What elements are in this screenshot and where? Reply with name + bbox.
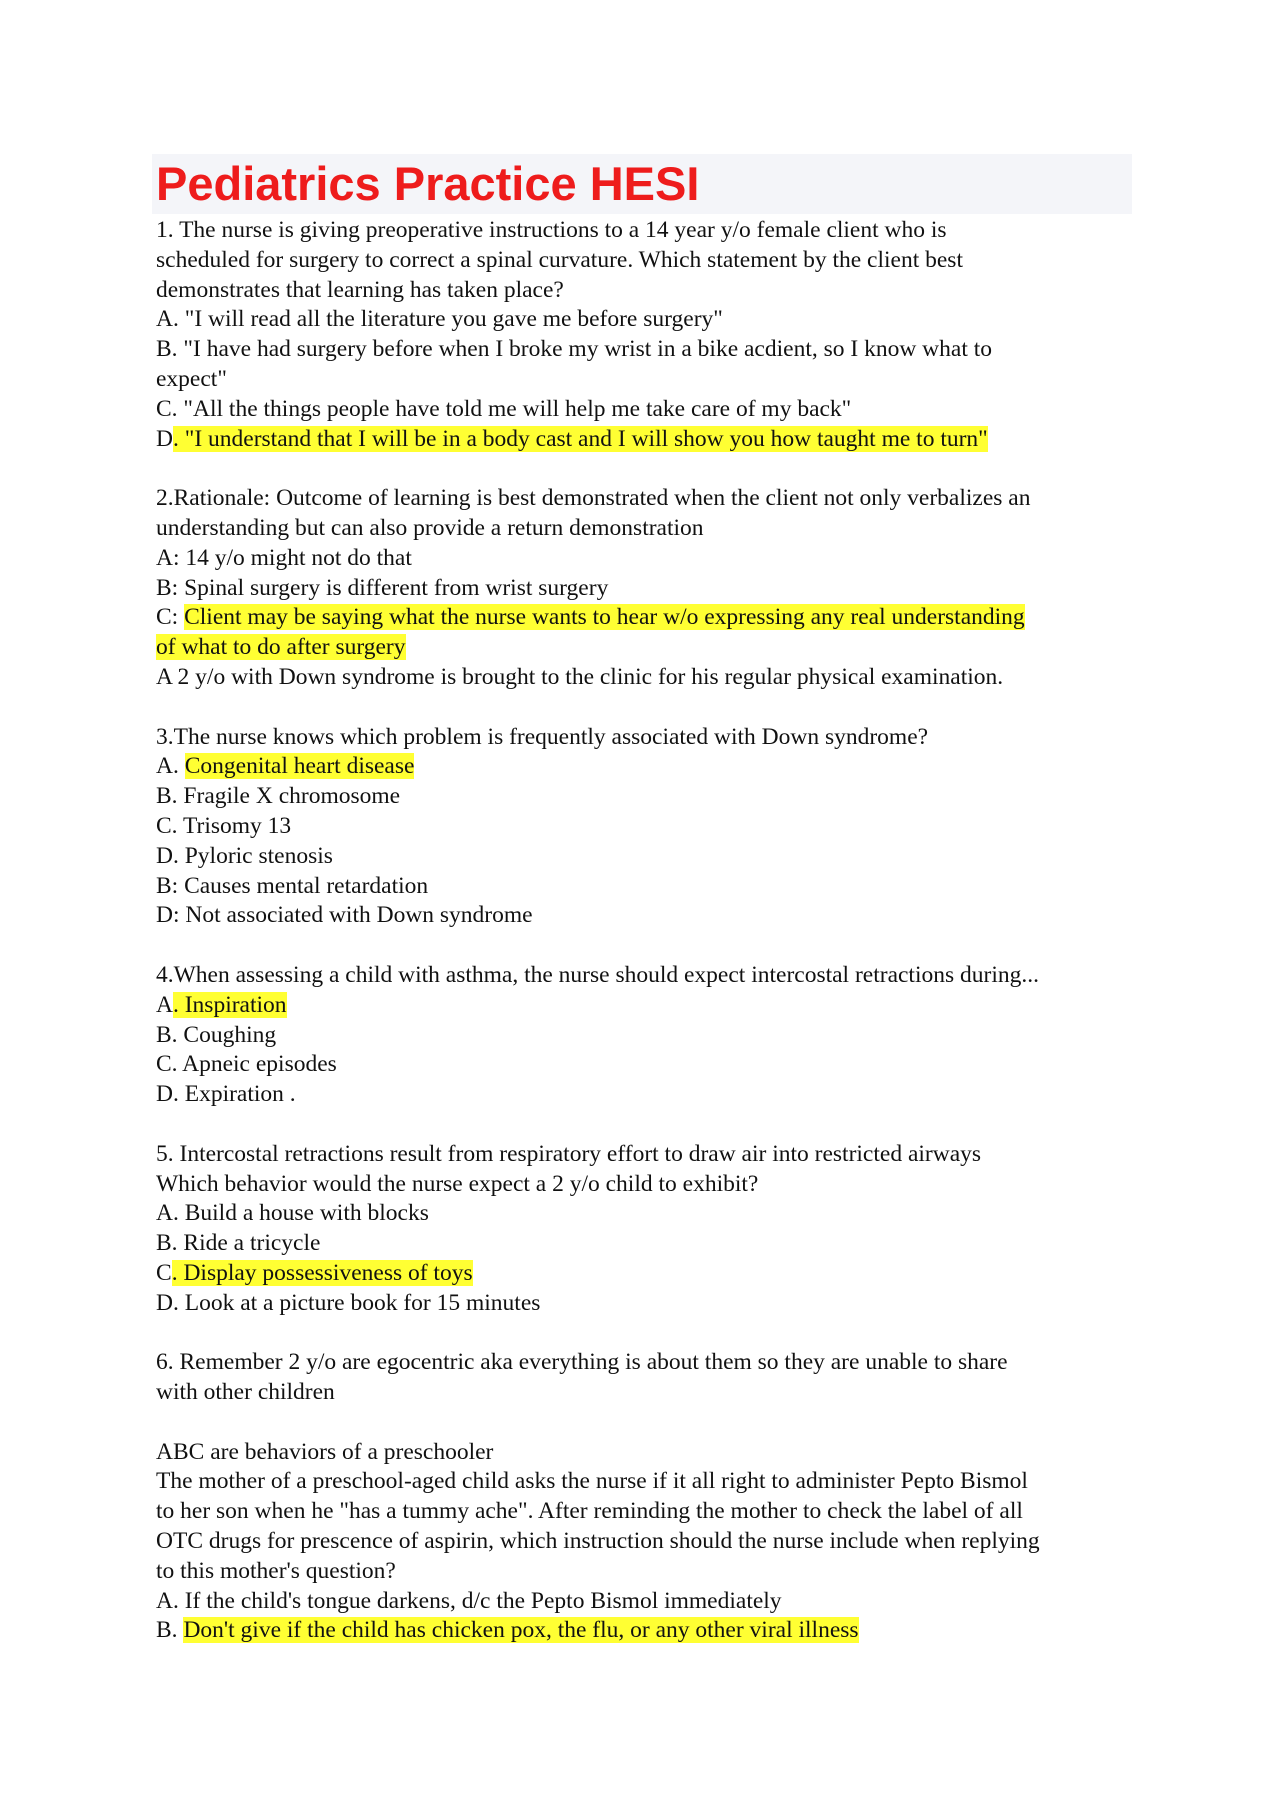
option-prefix: D bbox=[156, 425, 173, 452]
q1-option-a: A. "I will read all the literature you gave me before surgery" bbox=[156, 306, 723, 333]
highlighted-answer: . Inspiration bbox=[172, 991, 287, 1018]
spacer bbox=[156, 1318, 1146, 1348]
highlighted-answer: Don't give if the child has chicken pox, the flu, or any other viral illness bbox=[183, 1617, 859, 1644]
q4-option-d: D. Expiration . bbox=[156, 1081, 296, 1108]
q7-line: to this mother's question? bbox=[156, 1557, 396, 1584]
q3-rationale-b: B: Causes mental retardation bbox=[156, 872, 429, 899]
q5-line: 5. Intercostal retractions result from respiratory effort to draw air into restricted airways bbox=[156, 1140, 982, 1167]
q2-rationale-b: B: Spinal surgery is different from wrist surgery bbox=[156, 574, 609, 601]
highlighted-answer: Congenital heart disease bbox=[184, 753, 415, 780]
q2-line: understanding but can also provide a return demonstration bbox=[156, 514, 704, 541]
q5-option-b: B. Ride a tricycle bbox=[156, 1230, 321, 1257]
spacer bbox=[156, 931, 1146, 961]
highlighted-answer: . "I understand that I will be in a body cast and I will show you how taught me to turn" bbox=[172, 425, 988, 452]
q6-line: with other children bbox=[156, 1379, 335, 1406]
option-prefix: B. bbox=[156, 1617, 184, 1644]
q1-option-b: B. "I have had surgery before when I broke my wrist in a bike acdient, so I know what to bbox=[156, 336, 993, 363]
q1-line: demonstrates that learning has taken place? bbox=[156, 276, 564, 303]
q3-option-b: B. Fragile X chromosome bbox=[156, 783, 401, 810]
q1-option-b-cont: expect" bbox=[156, 365, 227, 392]
q1-option-d bbox=[156, 425, 1146, 455]
q7-line: ABC are behaviors of a preschooler bbox=[156, 1438, 494, 1465]
q5-option-d: D. Look at a picture book for 15 minutes bbox=[156, 1289, 541, 1316]
q4-option-a bbox=[156, 991, 1146, 1021]
q4-option-b: B. Coughing bbox=[156, 1021, 277, 1048]
option-prefix: C bbox=[156, 1259, 172, 1286]
q2-line: 2.Rationale: Outcome of learning is best demonstrated when the client not only verbalizes an bbox=[156, 485, 1031, 512]
q7-line: to her son when he "has a tummy ache". After reminding the mother to check the label of all bbox=[156, 1498, 1023, 1525]
spacer bbox=[156, 1408, 1146, 1438]
q1-option-c: C. "All the things people have told me will help me take care of my back" bbox=[156, 395, 852, 422]
spacer bbox=[156, 1110, 1146, 1140]
q6-line: 6. Remember 2 y/o are egocentric aka everything is about them so they are unable to share bbox=[156, 1349, 1008, 1376]
q7-option-a: A. If the child's tongue darkens, d/c the Pepto Bismol immediately bbox=[156, 1587, 782, 1614]
q2-rationale-c-cont bbox=[156, 633, 1146, 663]
highlighted-answer: Client may be saying what the nurse wants to hear w/o expressing any real understanding bbox=[184, 604, 1025, 631]
page-title: Pediatrics Practice HESI bbox=[156, 157, 700, 210]
q1-line: 1. The nurse is giving preoperative instructions to a 14 year y/o female client who is bbox=[156, 217, 947, 243]
q3-option-d: D. Pyloric stenosis bbox=[156, 842, 333, 869]
q3-option-c: C. Trisomy 13 bbox=[156, 812, 292, 839]
q4-option-c: C. Apneic episodes bbox=[156, 1051, 337, 1078]
q2-rationale-c bbox=[156, 603, 1146, 633]
q3-line: 3.The nurse knows which problem is frequently associated with Down syndrome? bbox=[156, 723, 929, 750]
document-body bbox=[156, 216, 1146, 1646]
q3-intro: A 2 y/o with Down syndrome is brought to the clinic for his regular physical examination. bbox=[156, 663, 1004, 690]
spacer bbox=[156, 693, 1146, 723]
q5-option-a: A. Build a house with blocks bbox=[156, 1200, 429, 1227]
option-prefix: C: bbox=[156, 604, 185, 631]
q7-option-b bbox=[156, 1616, 1146, 1646]
option-prefix: A. bbox=[156, 753, 185, 780]
q2-rationale-a: A: 14 y/o might not do that bbox=[156, 544, 412, 571]
spacer bbox=[156, 454, 1146, 484]
q5-option-c bbox=[156, 1259, 1146, 1289]
q4-line: 4.When assessing a child with asthma, the nurse should expect intercostal retractions during... bbox=[156, 961, 1039, 988]
q7-line: OTC drugs for prescence of aspirin, which instruction should the nurse include when replying bbox=[156, 1528, 1040, 1555]
q5-line: Which behavior would the nurse expect a 2 y/o child to exhibit? bbox=[156, 1170, 759, 1197]
highlighted-answer: . Display possessiveness of toys bbox=[171, 1259, 473, 1286]
option-prefix: A bbox=[156, 991, 173, 1018]
q3-option-a bbox=[156, 752, 1146, 782]
q3-rationale-d: D: Not associated with Down syndrome bbox=[156, 902, 533, 929]
highlighted-answer: of what to do after surgery bbox=[156, 634, 406, 661]
q1-line: scheduled for surgery to correct a spinal curvature. Which statement by the client best bbox=[156, 246, 963, 273]
q7-line: The mother of a preschool-aged child asks the nurse if it all right to administer Pepto Bismol bbox=[156, 1468, 1028, 1495]
